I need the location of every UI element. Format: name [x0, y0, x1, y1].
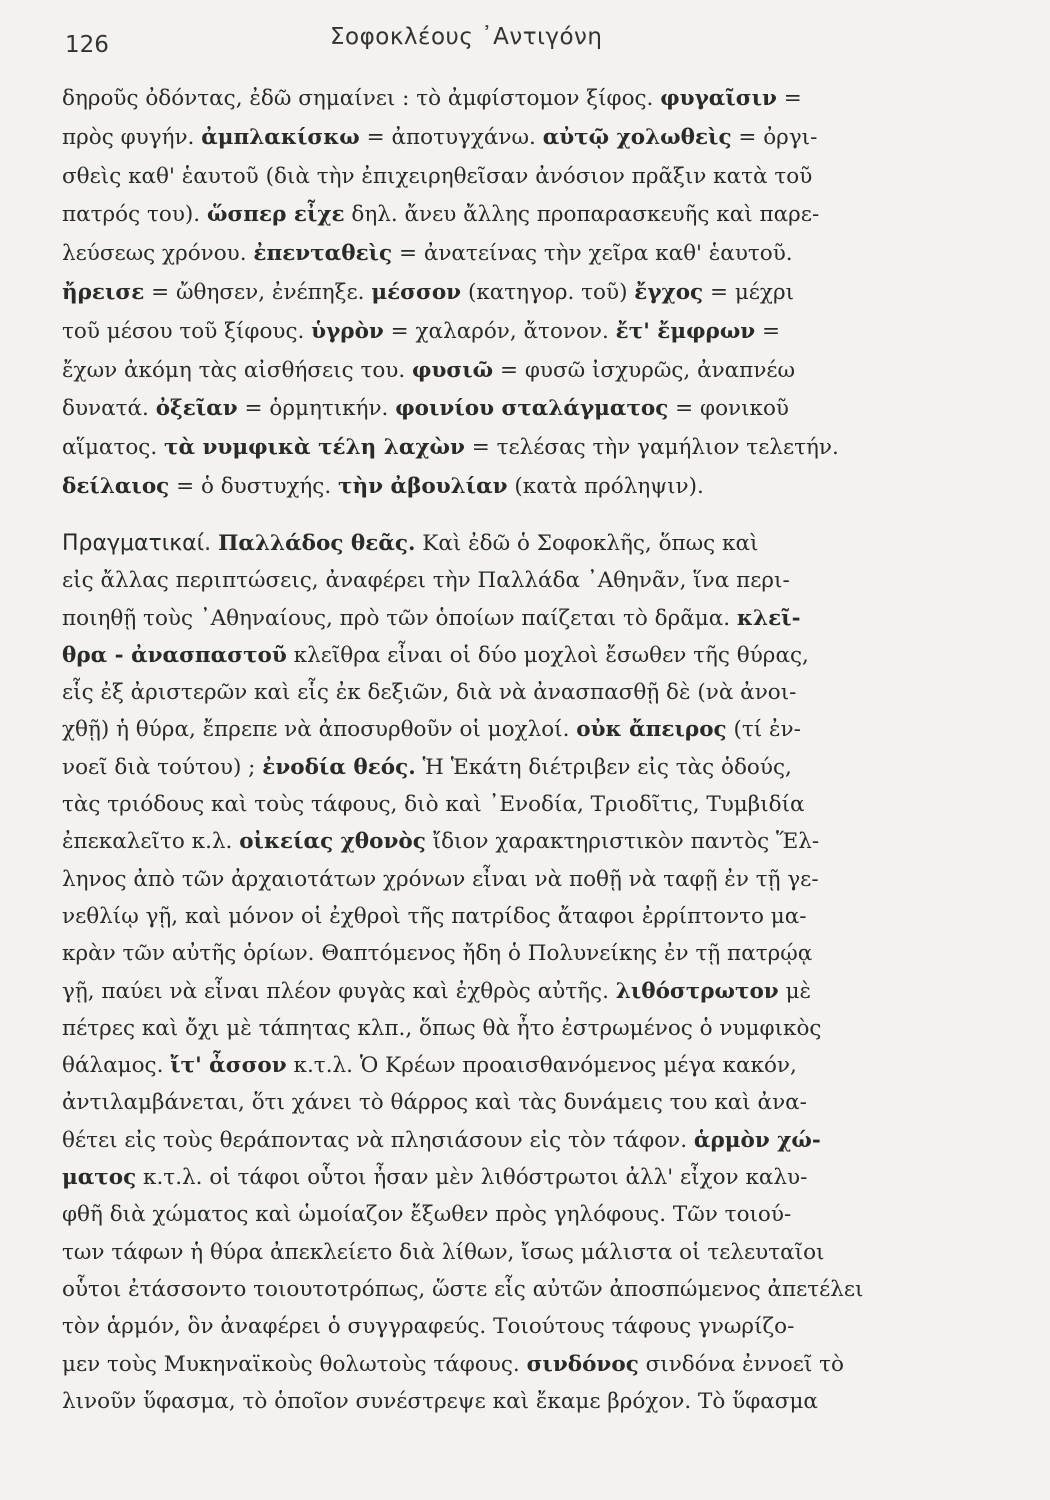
text-line	[62, 313, 954, 352]
headword-term: ἴτ' ἆσσον	[170, 1053, 287, 1079]
text-line	[62, 749, 954, 786]
page-header	[60, 24, 990, 64]
headword-term: μέσσον	[371, 279, 462, 305]
headword-term: οὐκ ἄπειρος	[576, 717, 727, 743]
text-line	[62, 786, 954, 823]
text-segment: πέτρες καὶ ὄχι μὲ τάπητας κλπ., ὅπως θὰ ἦτο ἐστρωμένος ὁ νυμφικὸς	[62, 1015, 822, 1041]
text-segment: χθῇ) ἡ θύρα, ἔπρεπε νὰ ἀποσυρθοῦν οἱ μοχλοί.	[62, 717, 577, 743]
headword-term: ματος	[62, 1165, 137, 1191]
section-label: Πραγματικαί.	[62, 531, 219, 556]
text-segment: ἴδιον χαρακτηριστικὸν παντὸς Ἕλ-	[425, 829, 820, 855]
text-line	[62, 468, 954, 507]
headword-term: λιθόστρωτον	[615, 978, 779, 1004]
text-segment: Ἡ Ἑκάτη διέτριβεν εἰς τὰς ὁδούς,	[415, 754, 792, 780]
headword-term: ὀξεῖαν	[155, 396, 238, 422]
text-segment: = χαλαρόν, ἄτονον.	[383, 318, 616, 344]
text-line	[62, 1346, 954, 1383]
text-line	[62, 711, 954, 748]
text-segment: μεν τοὺς Μυκηναϊκοὺς θολωτοὺς τάφους.	[62, 1351, 527, 1377]
page-number: 126	[65, 32, 109, 58]
text-segment: = τελέσας τὴν γαμήλιον τελετήν.	[464, 435, 839, 461]
running-title: Σοφοκλέους ᾿Αντιγόνη	[330, 24, 603, 50]
text-line	[62, 429, 954, 468]
text-segment: πατρός του).	[62, 202, 207, 228]
text-segment: = ὁρμητικήν.	[237, 396, 396, 422]
text-segment: ἐπεκαλεῖτο κ.λ.	[62, 829, 240, 855]
commentary-paragraph-factual-notes	[62, 525, 954, 1420]
text-line	[62, 80, 954, 119]
text-segment: αἵματος.	[62, 435, 164, 461]
text-line	[62, 1047, 954, 1084]
text-segment: εἰς ἄλλας περιπτώσεις, ἀναφέρει τὴν Παλλάδα ᾿Αθηνᾶν, ἵνα περι-	[62, 568, 790, 594]
headword-term: οἰκείας χθονὸς	[239, 829, 426, 855]
text-line	[62, 562, 954, 599]
text-segment: =	[755, 318, 781, 344]
headword-term: φυγαῖσιν	[660, 86, 777, 111]
text-segment: κλεῖθρα εἶναι οἱ δύο μοχλοὶ ἔσωθεν τῆς θύρας,	[286, 642, 809, 668]
text-segment: νεθλίῳ γῇ, καὶ μόνον οἱ ἐχθροὶ τῆς πατρίδος ἄταφοι ἐρρίπτοντο μα-	[62, 903, 807, 929]
text-line	[62, 1084, 954, 1121]
headword-term: σινδόνος	[526, 1351, 639, 1377]
text-segment: δυνατά.	[62, 396, 156, 422]
text-line	[62, 823, 954, 860]
headword-term: δείλαιος	[62, 473, 170, 499]
text-line	[62, 1159, 954, 1196]
text-segment: κρὰν τῶν αὐτῆς ὁρίων. Θαπτόμενος ἤδη ὁ Πολυνείκης ἐν τῇ πατρῴᾳ	[62, 941, 813, 967]
text-segment: σινδόνα ἐννοεῖ τὸ	[638, 1351, 844, 1377]
text-segment: ἀντιλαμβάνεται, ὅτι χάνει τὸ θάρρος καὶ τὰς δυνάμεις του καὶ ἀνα-	[62, 1090, 807, 1116]
text-line	[62, 674, 954, 711]
text-segment: τὰς τριόδους καὶ τοὺς τάφους, διὸ καὶ ᾿Ενοδία, Τριοδῖτις, Τυμβιδία	[62, 792, 805, 818]
text-segment: εἷς ἐξ ἀριστερῶν καὶ εἷς ἐκ δεξιῶν, διὰ νὰ ἀνασπασθῇ δὲ (νὰ ἀνοι-	[62, 680, 797, 706]
text-line	[62, 352, 954, 391]
text-line	[62, 525, 954, 562]
headword-term: ἐνοδία θεός.	[262, 754, 416, 780]
text-segment: = ὀργι-	[731, 124, 818, 150]
text-segment: Καὶ ἐδῶ ὁ Σοφοκλῆς, ὅπως καὶ	[415, 531, 759, 556]
headword-term: ἔγχος	[634, 279, 704, 305]
headword-term: ἀμπλακίσκω	[201, 124, 360, 150]
text-segment: μὲ	[778, 978, 812, 1004]
headword-term: Παλλάδος θεᾶς.	[218, 531, 416, 556]
headword-term: ἐπενταθεὶς	[253, 241, 393, 267]
headword-term: αὐτῷ χολωθεὶς	[542, 124, 732, 150]
text-segment: = φυσῶ ἰσχυρῶς, ἀναπνέω	[493, 357, 796, 383]
text-segment: ἔχων ἀκόμη τὰς αἰσθήσεις του.	[62, 357, 413, 383]
headword-term: τὰ νυμφικὰ τέλη λαχὼν	[164, 435, 465, 461]
text-segment: τοῦ μέσου τοῦ ξίφους.	[62, 318, 312, 344]
text-segment: (κατηγορ. τοῦ)	[461, 279, 635, 305]
headword-term: τὴν ἀβουλίαν	[338, 473, 508, 499]
text-segment: κ.τ.λ. Ὁ Κρέων προαισθανόμενος μέγα κακόν,	[286, 1053, 797, 1079]
text-line	[62, 274, 954, 313]
text-segment: = ὤθησεν, ἐνέπηξε.	[144, 279, 372, 305]
headword-term: κλεῖ-	[736, 605, 801, 631]
text-segment: = ὁ δυστυχής.	[169, 473, 339, 499]
text-segment: = ἀποτυγχάνω.	[359, 124, 543, 150]
text-line	[62, 861, 954, 898]
text-line	[62, 1308, 954, 1345]
commentary-paragraph-glossary	[62, 80, 954, 507]
text-segment: ληνος ἀπὸ τῶν ἀρχαιοτάτων χρόνων εἶναι νὰ ποθῇ νὰ ταφῇ ἐν τῇ γε-	[62, 866, 819, 892]
text-line	[62, 935, 954, 972]
text-segment: κ.τ.λ. οἱ τάφοι οὗτοι ἦσαν μὲν λιθόστρωτοι ἀλλ' εἶχον καλυ-	[136, 1165, 808, 1191]
text-segment: (τί ἐν-	[726, 717, 801, 743]
text-segment: φθῆ διὰ χώματος καὶ ὡμοίαζον ἔξωθεν πρὸς γηλόφους. Τῶν τοιού-	[62, 1202, 792, 1228]
text-segment: οὗτοι ἐτάσσοντο τοιουτοτρόπως, ὥστε εἷς αὐτῶν ἀποσπώμενος ἀπετέλει	[62, 1276, 864, 1302]
text-line	[62, 973, 954, 1010]
text-segment: δηλ. ἄνευ ἄλλης προπαρασκευῆς καὶ παρε-	[344, 202, 820, 228]
text-line	[62, 196, 954, 235]
text-line	[62, 119, 954, 158]
text-line	[62, 1234, 954, 1271]
text-line	[62, 390, 954, 429]
headword-term: θρα - ἀνασπαστοῦ	[62, 642, 287, 668]
text-line	[62, 600, 954, 637]
text-segment: νοεῖ διὰ τούτου) ;	[62, 754, 263, 780]
headword-term: ὑγρὸν	[311, 318, 384, 344]
text-line	[62, 898, 954, 935]
text-segment: δηροῦς ὀδόντας, ἐδῶ σημαίνει : τὸ ἀμφίστομον ξίφος.	[62, 86, 661, 111]
text-line	[62, 1122, 954, 1159]
text-segment: = ἀνατείνας τὴν χεῖρα καθ' ἑαυτοῦ.	[392, 241, 793, 267]
headword-term: ὥσπερ εἶχε	[206, 202, 345, 228]
headword-term: ἁρμὸν χώ-	[693, 1127, 821, 1153]
text-segment: = μέχρι	[703, 279, 795, 305]
headword-term: φοινίου σταλάγματος	[395, 396, 669, 422]
text-line	[62, 158, 954, 197]
headword-term: ἤρεισε	[62, 279, 145, 305]
text-line	[62, 1196, 954, 1233]
text-segment: θάλαμος.	[62, 1053, 171, 1079]
text-segment: =	[776, 86, 802, 111]
headword-term: φυσιῶ	[412, 357, 494, 383]
text-segment: πρὸς φυγήν.	[62, 124, 202, 150]
text-segment: των τάφων ἡ θύρα ἀπεκλείετο διὰ λίθων, ἴσως μάλιστα οἱ τελευταῖοι	[62, 1239, 825, 1265]
text-line	[62, 637, 954, 674]
text-segment: λινοῦν ὕφασμα, τὸ ὁποῖον συνέστρεψε καὶ ἔκαμε βρόχον. Τὸ ὕφασμα	[62, 1388, 818, 1414]
headword-term: ἔτ' ἔμφρων	[615, 318, 756, 344]
text-segment: γῇ, παύει νὰ εἶναι πλέον φυγὰς καὶ ἐχθρὸς αὐτῆς.	[62, 978, 616, 1004]
text-segment: λεύσεως χρόνου.	[62, 241, 254, 267]
text-line	[62, 1010, 954, 1047]
text-segment: θέτει εἰς τοὺς θεράποντας νὰ πλησιάσουν εἰς τὸν τάφον.	[62, 1127, 694, 1153]
text-segment: ποιηθῇ τοὺς ᾿Αθηναίους, πρὸ τῶν ὁποίων παίζεται τὸ δρᾶμα.	[62, 605, 737, 631]
text-line	[62, 1383, 954, 1420]
text-segment: (κατὰ πρόληψιν).	[507, 473, 704, 499]
text-line	[62, 1271, 954, 1308]
text-segment: = φονικοῦ	[668, 396, 789, 422]
text-segment: σθεὶς καθ' ἑαυτοῦ (διὰ τὴν ἐπιχειρηθεῖσαν ἀνόσιον πρᾶξιν κατὰ τοῦ	[62, 163, 813, 189]
text-line	[62, 235, 954, 274]
text-segment: τὸν ἁρμόν, ὃν ἀναφέρει ὁ συγγραφεύς. Τοιούτους τάφους γνωρίζο-	[62, 1314, 795, 1340]
